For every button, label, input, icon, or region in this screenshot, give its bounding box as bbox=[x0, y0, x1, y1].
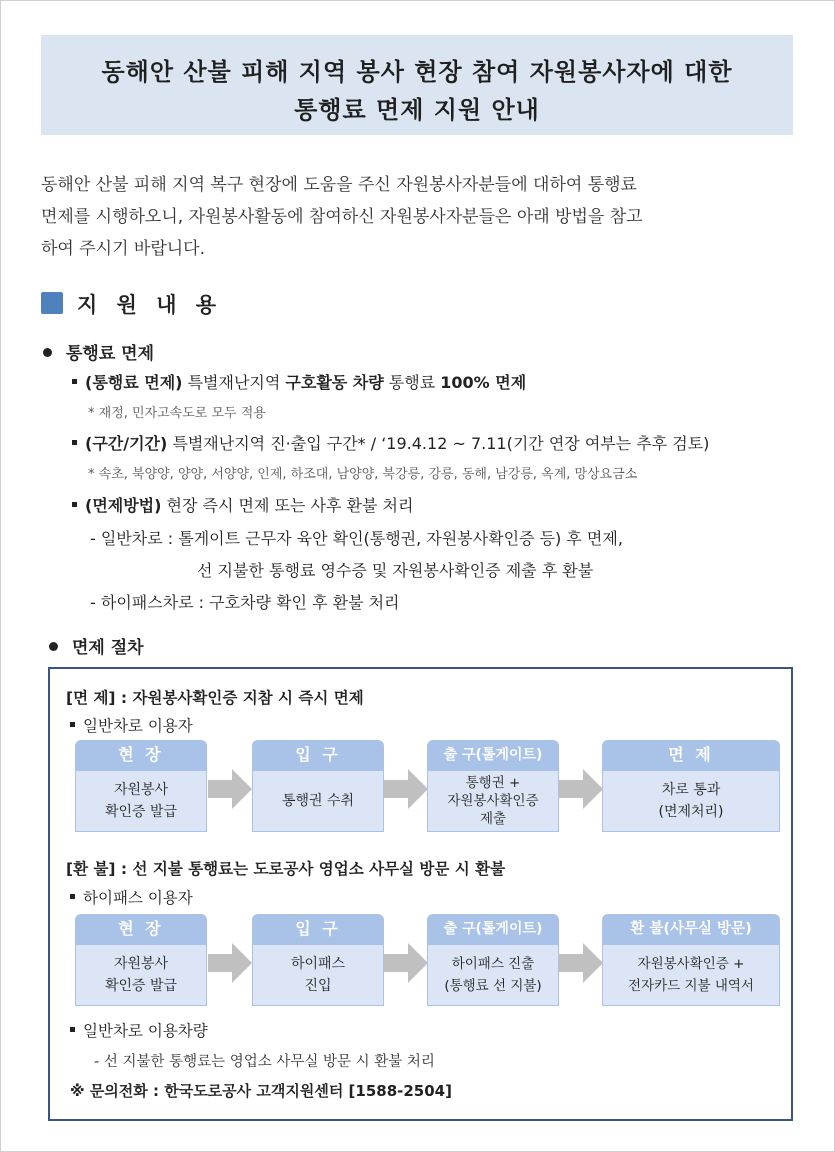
right-arrow-icon bbox=[384, 769, 428, 809]
step-line: 전자카드 지불 내역서 bbox=[628, 978, 754, 994]
square-bullet-icon bbox=[70, 1027, 75, 1032]
intro-line-1: 동해안 산불 피해 지역 복구 현장에 도움을 주신 자원봉사자분들에 대하여 통행료 bbox=[41, 175, 637, 195]
method-sub-2: - 하이패스차로 : 구호차량 확인 후 환불 처리 bbox=[90, 593, 400, 612]
step-body bbox=[602, 770, 780, 832]
flow1-step-exempt bbox=[602, 740, 780, 832]
exemption-item-1 bbox=[72, 370, 526, 393]
bullet-exemption bbox=[43, 339, 154, 364]
section-title: 지 원 내 용 bbox=[77, 293, 223, 317]
step-header: 출 구(톨게이트) bbox=[427, 740, 559, 770]
bullet-procedure bbox=[49, 633, 144, 658]
procedure-heading: 면제 절차 bbox=[72, 638, 144, 658]
step-header: 환 불(사무실 방문) bbox=[602, 914, 780, 944]
step-header: 면 제 bbox=[602, 740, 780, 770]
item3-label: (면제방법) bbox=[85, 496, 162, 515]
step-line: 제출 bbox=[479, 811, 507, 827]
step-line: 차로 통과 bbox=[661, 782, 721, 798]
step-line: 자원봉사 bbox=[113, 956, 169, 972]
square-bullet-icon bbox=[70, 894, 75, 899]
right-arrow-icon bbox=[208, 943, 252, 983]
title-line-2: 통행료 면제 지원 안내 bbox=[294, 96, 540, 124]
flow1-step-entry bbox=[252, 740, 384, 832]
step-body bbox=[427, 944, 559, 1006]
square-bullet-icon bbox=[72, 379, 77, 384]
procedure-box bbox=[48, 667, 793, 1121]
item2-note: * 속초, 북양양, 양양, 서양양, 인제, 하조대, 남양양, 북강릉, 강릉, 동해, 남강릉, 옥계, 망상요금소 bbox=[88, 467, 638, 482]
step-line: 진입 bbox=[304, 978, 332, 994]
step-line: 하이패스 bbox=[290, 956, 346, 972]
step-header: 출 구(톨게이트) bbox=[427, 914, 559, 944]
right-arrow-icon bbox=[559, 769, 603, 809]
square-bullet-icon bbox=[72, 502, 77, 507]
method-sub-1b: 선 지불한 통행료 영수증 및 자원봉사확인증 제출 후 환불 bbox=[197, 561, 594, 580]
refund-sub bbox=[70, 886, 193, 908]
bullet-dot-icon bbox=[43, 348, 52, 357]
item1-bold: 구호활동 차량 bbox=[285, 373, 384, 392]
item2-label: (구간/기간) bbox=[85, 434, 168, 453]
step-body bbox=[427, 770, 559, 832]
exemption-item-2 bbox=[72, 431, 709, 454]
step-line: (통행료 선 지불) bbox=[444, 978, 542, 994]
flow2-step-entry bbox=[252, 914, 384, 1006]
step-line: 자원봉사 bbox=[113, 782, 169, 798]
refund-sub-label: 하이패스 이용자 bbox=[83, 889, 193, 907]
right-arrow-icon bbox=[384, 943, 428, 983]
immediate-heading: [면 제] : 자원봉사확인증 지참 시 즉시 면제 bbox=[66, 689, 364, 707]
flow2-step-refund bbox=[602, 914, 780, 1006]
flow1-step-exit bbox=[427, 740, 559, 832]
step-line: 확인증 발급 bbox=[104, 804, 178, 820]
step-body bbox=[252, 770, 384, 832]
square-bullet-icon bbox=[70, 722, 75, 727]
item2-text: 특별재난지역 진·출입 구간* / ‘19.4.12 ~ 7.11(기간 연장 여부는 추후 검토) bbox=[167, 434, 710, 453]
step-header: 현 장 bbox=[75, 914, 207, 944]
general-note: - 선 지불한 통행료는 영업소 사무실 방문 시 환불 처리 bbox=[94, 1054, 435, 1070]
item3-text: 현장 즉시 면제 또는 사후 환불 처리 bbox=[161, 496, 414, 515]
general-sub-label: 일반차로 이용차량 bbox=[83, 1022, 208, 1040]
flow2-step-site bbox=[75, 914, 207, 1006]
step-line: 통행권 수취 bbox=[281, 793, 355, 809]
step-header: 입 구 bbox=[252, 740, 384, 770]
intro-line-3: 하여 주시기 바랍니다. bbox=[41, 239, 206, 259]
step-header: 입 구 bbox=[252, 914, 384, 944]
item1-label: (통행료 면제) bbox=[85, 373, 183, 392]
item1-text: 특별재난지역 bbox=[182, 373, 286, 392]
contact-line: ※ 문의전화 : 한국도로공사 고객지원센터 [1588-2504] bbox=[70, 1082, 452, 1100]
refund-heading: [환 불] : 선 지불 통행료는 도로공사 영업소 사무실 방문 시 환불 bbox=[66, 860, 506, 878]
exemption-item-3 bbox=[72, 493, 413, 516]
general-sub bbox=[70, 1019, 208, 1041]
blue-square-icon bbox=[41, 292, 63, 314]
intro-line-2: 면제를 시행하오니, 자원봉사활동에 참여하신 자원봉사자분들은 아래 방법을 참고 bbox=[41, 207, 643, 227]
step-body bbox=[75, 770, 207, 832]
step-line: 자원봉사확인증 + bbox=[637, 956, 745, 972]
square-bullet-icon bbox=[72, 440, 77, 445]
step-line: 하이패스 진출 bbox=[451, 956, 535, 972]
step-body bbox=[252, 944, 384, 1006]
immediate-sub bbox=[70, 714, 193, 736]
bullet-dot-icon bbox=[49, 642, 58, 651]
title-box bbox=[41, 35, 793, 135]
flow2-step-exit bbox=[427, 914, 559, 1006]
title-line-1: 동해안 산불 피해 지역 봉사 현장 참여 자원봉사자에 대한 bbox=[101, 58, 733, 86]
item1-text-2: 통행료 bbox=[383, 373, 441, 392]
step-body bbox=[75, 944, 207, 1006]
method-sub-1a: - 일반차로 : 톨게이트 근무자 육안 확인(통행권, 자원봉사확인증 등) 후 면제, bbox=[90, 529, 623, 548]
immediate-sub-label: 일반차로 이용자 bbox=[83, 717, 193, 735]
exemption-heading: 통행료 면제 bbox=[66, 344, 155, 364]
item1-bold-2: 100% 면제 bbox=[440, 373, 527, 392]
step-body bbox=[602, 944, 780, 1006]
right-arrow-icon bbox=[559, 943, 603, 983]
step-line: 확인증 발급 bbox=[104, 978, 178, 994]
flow1-step-site bbox=[75, 740, 207, 832]
step-line: (면제처리) bbox=[658, 804, 724, 820]
item1-note: * 재정, 민자고속도로 모두 적용 bbox=[88, 406, 266, 421]
step-line: 자원봉사확인증 bbox=[447, 793, 539, 809]
step-header: 현 장 bbox=[75, 740, 207, 770]
step-line: 통행권 + bbox=[465, 775, 521, 791]
right-arrow-icon bbox=[208, 769, 252, 809]
